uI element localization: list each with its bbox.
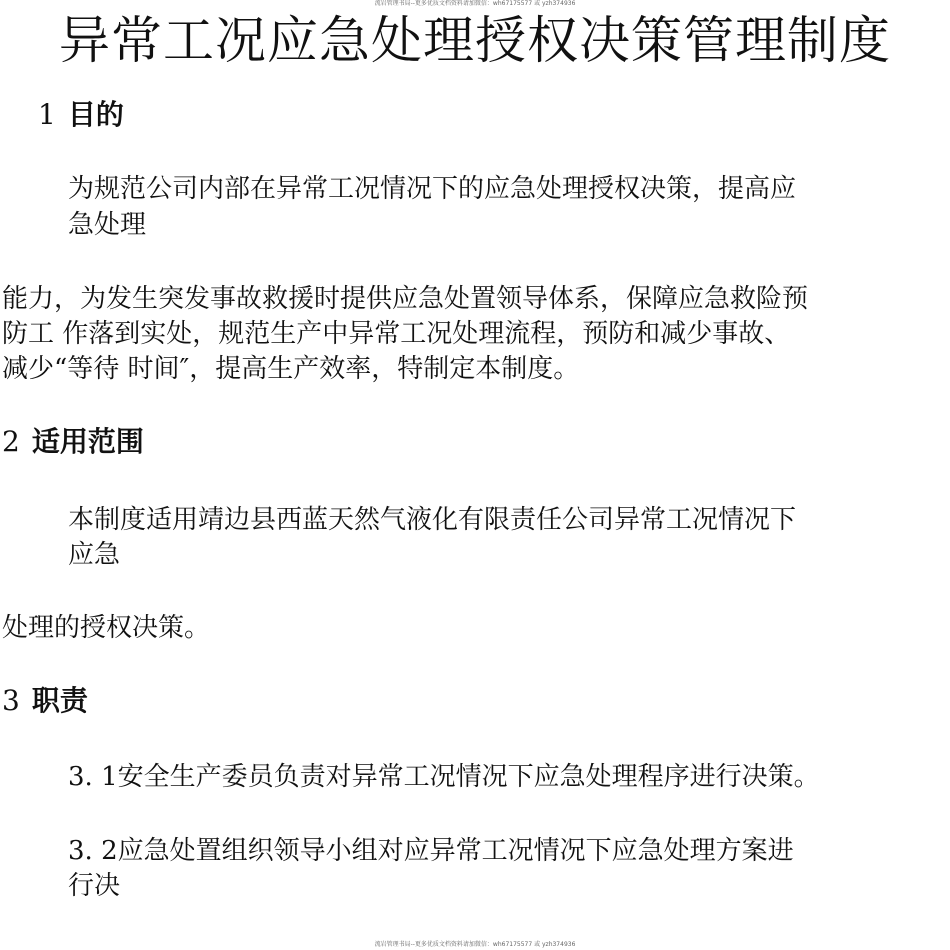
section-number: 2 [2,425,20,458]
footer-watermark: 流岩管理书局--更多优质文档资料请加微信：wh67175577 或 yzh374936 [374,941,576,948]
paragraph-line: 急处理 [68,210,147,240]
section-number: 1 [38,98,56,131]
paragraph-line: 防工 作落到实处，规范生产中异常工况处理流程，预防和减少事故、 [2,319,791,349]
header-watermark: 流岩管理书局--更多优质文档资料请加微信：wh67175577 或 yzh374936 [374,0,576,7]
section-label: 适用范围 [31,425,144,458]
paragraph-line: 3. 2应急处置组织领导小组对应异常工况情况下应急处理方案进 [68,836,794,866]
section-number: 3 [2,684,20,717]
paragraph-line: 3. 1安全生产委员负责对异常工况情况下应急处理程序进行决策。 [68,762,820,792]
paragraph-line: 应急 [68,540,121,570]
paragraph-line: 处理的授权决策。 [2,613,211,643]
section-heading-purpose [38,98,124,132]
paragraph-line: 能力，为发生突发事故救援时提供应急处置领导体系，保障应急救险预 [2,284,809,314]
paragraph-line: 减少“等待 时间″，提高生产效率，特制定本制度。 [2,354,580,384]
section-heading-scope [2,425,144,459]
paragraph-line: 为规范公司内部在异常工况情况下的应急处理授权决策，提高应 [68,174,797,204]
section-label: 目的 [67,98,124,131]
section-heading-responsibilities [2,684,88,718]
paragraph-line: 本制度适用靖边县西蓝天然气液化有限责任公司异常工况情况下 [68,505,797,535]
document-title: 异常工况应急处理授权决策管理制度 [58,12,891,71]
paragraph-line: 行决 [68,871,121,901]
section-label: 职责 [31,684,88,717]
